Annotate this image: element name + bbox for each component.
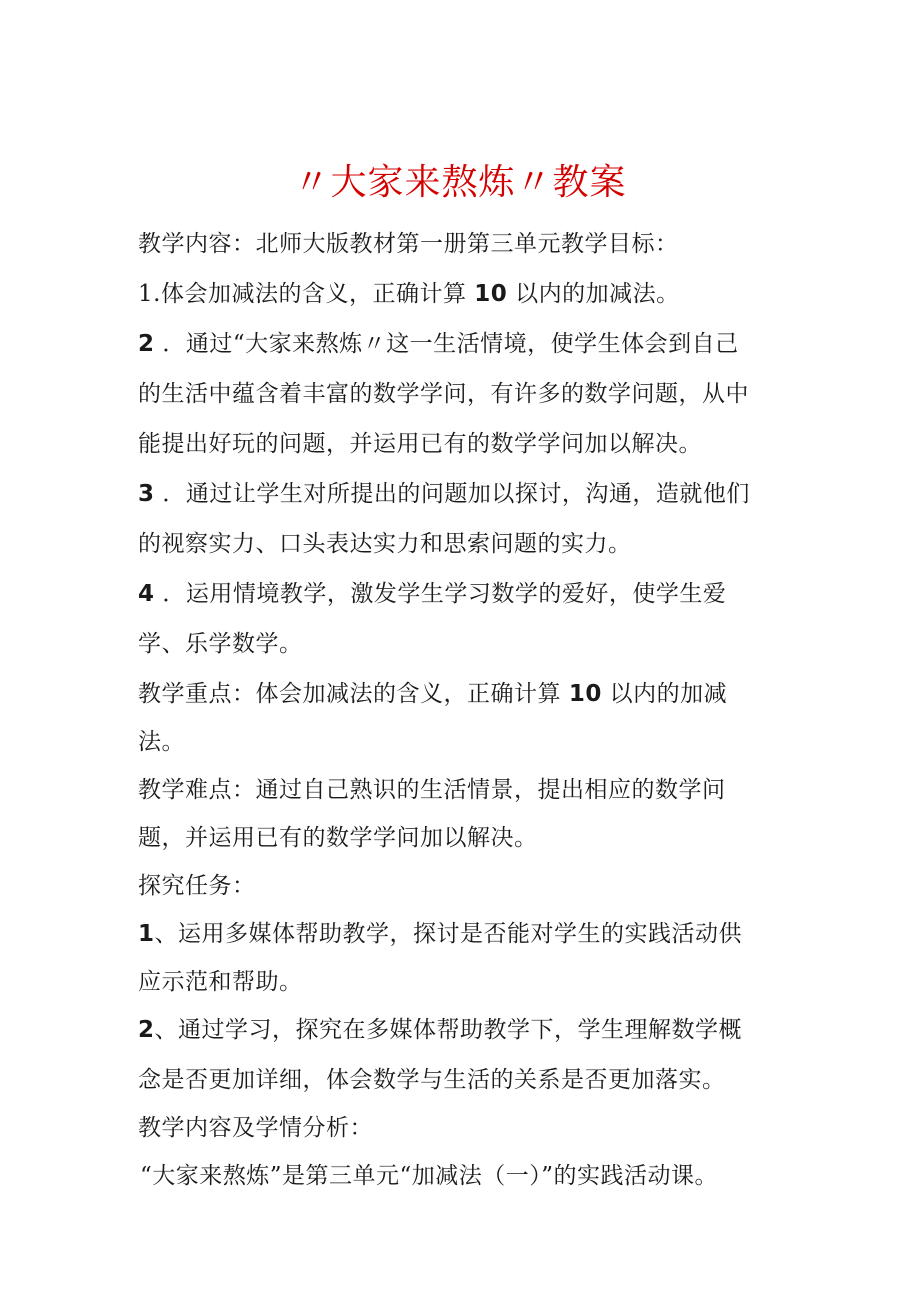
key-point-line: 教学重点：体会加减法的含义，正确计算 10 以内的加减 — [138, 681, 728, 707]
inquiry-1-line: 1、运用多媒体帮助教学，探讨是否能对学生的实践活动供 — [138, 921, 743, 947]
difficulty-line-2: 题，并运用已有的数学学问加以解决。 — [138, 825, 538, 851]
inquiry-heading: 探究任务： — [138, 873, 256, 899]
goal-2-line-2: 的生活中蕴含着丰富的数学学问，有许多的数学问题，从中 — [138, 381, 749, 407]
analysis-heading: 教学内容及学情分析： — [138, 1115, 373, 1141]
goal-4-line: 4 ．运用情境教学，激发学生学习数学的爱好，使学生爱 — [138, 581, 727, 607]
goal-3-line-2: 的视察实力、口头表达实力和思索问题的实力。 — [138, 531, 632, 557]
difficulty-line: 教学难点：通过自己熟识的生活情景，提出相应的数学问 — [138, 777, 726, 803]
goal-2-line-3: 能提出好玩的问题，并运用已有的数学学问加以解决。 — [138, 431, 702, 457]
inquiry-2-line: 2、通过学习，探究在多媒体帮助教学下，学生理解数学概 — [138, 1017, 743, 1043]
inquiry-2-line-2: 念是否更加详细，体会数学与生活的关系是否更加落实。 — [138, 1067, 726, 1093]
goal-4-line-2: 学、乐学数学。 — [138, 631, 303, 657]
document-title: 〃大家来熬炼〃教案 — [293, 162, 627, 203]
goal-3-line: 3 ．通过让学生对所提出的问题加以探讨，沟通，造就他们 — [138, 481, 750, 507]
key-point-line-2: 法。 — [138, 729, 185, 755]
goal-1-line: 1.体会加减法的含义，正确计算 10 以内的加减法。 — [138, 281, 680, 307]
goal-2-line: 2 ．通过“大家来熬炼〃这一生活情境，使学生体会到自己 — [138, 331, 739, 357]
teaching-content-line: 教学内容：北师大版教材第一册第三单元教学目标： — [138, 231, 679, 257]
inquiry-1-line-2: 应示范和帮助。 — [138, 969, 303, 995]
analysis-line: “大家来熬炼”是第三单元“加减法（一）”的实践活动课。 — [140, 1163, 719, 1189]
